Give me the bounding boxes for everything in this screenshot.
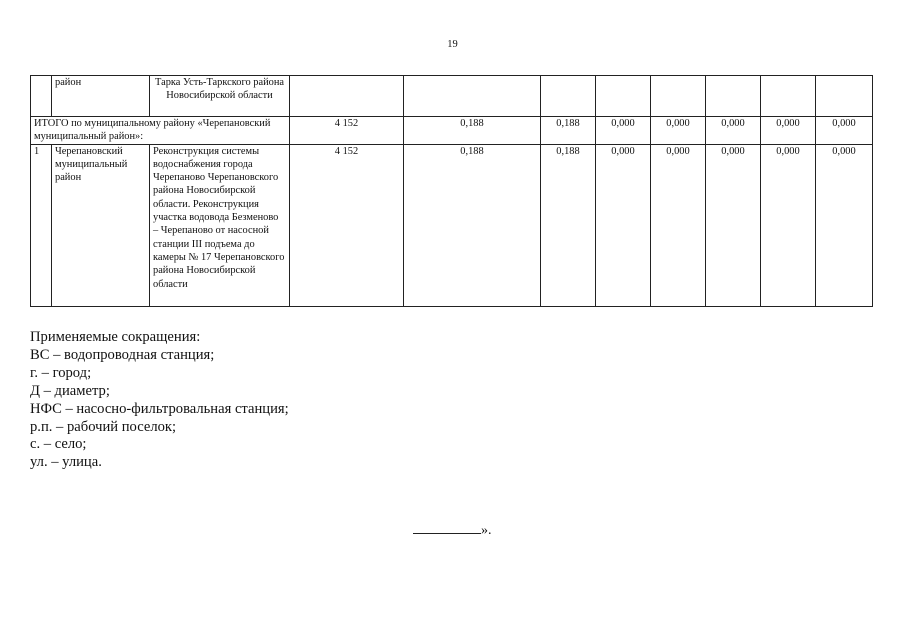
total-value: 0,188 bbox=[404, 117, 541, 145]
table-cell-district: район bbox=[52, 76, 150, 117]
closing-quote: ». bbox=[481, 523, 492, 538]
abbreviation-item: НФС – насосно-фильтровальная станция; bbox=[30, 400, 289, 417]
row-value: 0,000 bbox=[706, 144, 761, 306]
abbreviation-item: г. – город; bbox=[30, 364, 92, 381]
total-value: 0,188 bbox=[541, 117, 596, 145]
abbreviation-item: ВС – водопроводная станция; bbox=[30, 346, 215, 363]
table-cell bbox=[404, 76, 541, 117]
total-value: 0,000 bbox=[816, 117, 873, 145]
row-value: 0,000 bbox=[816, 144, 873, 306]
table-cell bbox=[651, 76, 706, 117]
table-cell bbox=[816, 76, 873, 117]
table-cell bbox=[541, 76, 596, 117]
table-cell bbox=[290, 76, 404, 117]
total-value: 0,000 bbox=[761, 117, 816, 145]
abbreviations-list bbox=[30, 329, 289, 472]
row-value: 0,188 bbox=[541, 144, 596, 306]
table-cell-district: Черепановский муниципальный район bbox=[52, 144, 150, 306]
row-index: 1 bbox=[31, 144, 52, 306]
table-cell bbox=[596, 76, 651, 117]
table-cell bbox=[31, 76, 52, 117]
row-value: 0,000 bbox=[596, 144, 651, 306]
page-number: 19 bbox=[447, 39, 458, 50]
table-cell-project: Реконструкция системы водоснабжения города Черепаново Черепановского района Новосибирской области. Реконструкция участка водовода Безменово – Черепаново от насосной станции III подъема до камеры № 17 Черепановского района Новосибирской области bbox=[150, 144, 290, 306]
row-value: 0,000 bbox=[761, 144, 816, 306]
row-value: 0,188 bbox=[404, 144, 541, 306]
table-row-total bbox=[31, 117, 873, 145]
table-cell-project: Тарка Усть-Таркского района Новосибирской области bbox=[150, 76, 290, 117]
total-value: 0,000 bbox=[706, 117, 761, 145]
abbreviation-item: р.п. – рабочий поселок; bbox=[30, 418, 177, 435]
row-value: 0,000 bbox=[651, 144, 706, 306]
table-row bbox=[31, 76, 873, 117]
abbreviation-item: с. – село; bbox=[30, 436, 87, 453]
closing-mark bbox=[413, 519, 492, 539]
table-row bbox=[31, 144, 873, 306]
total-value: 0,000 bbox=[651, 117, 706, 145]
total-value: 4 152 bbox=[290, 117, 404, 145]
abbreviation-item: Д – диаметр; bbox=[30, 382, 110, 399]
investment-table bbox=[30, 75, 873, 307]
abbreviations-heading: Применяемые сокращения: bbox=[30, 329, 201, 345]
signature-line bbox=[413, 519, 481, 534]
row-value: 4 152 bbox=[290, 144, 404, 306]
table-cell bbox=[706, 76, 761, 117]
total-value: 0,000 bbox=[596, 117, 651, 145]
table-cell bbox=[761, 76, 816, 117]
total-label: ИТОГО по муниципальному району «Черепановский муниципальный район»: bbox=[31, 117, 290, 145]
abbreviation-item: ул. – улица. bbox=[30, 454, 102, 471]
